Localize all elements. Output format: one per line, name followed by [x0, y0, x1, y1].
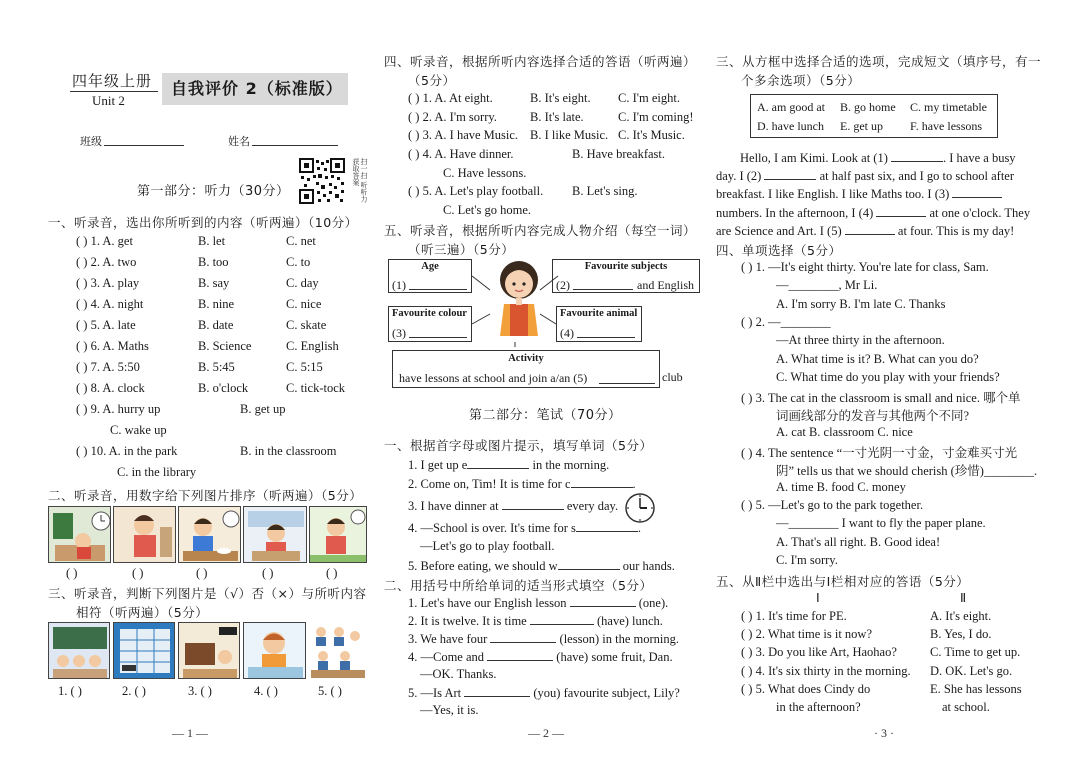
w4-line: ( ) 5. —Let's go to the park together. — [741, 498, 924, 512]
w2-blank-2[interactable] — [530, 613, 594, 625]
w4-line: ( ) 4. The sentence “一寸光阴一寸金，寸金难买寸光 — [741, 446, 1018, 460]
w1-line-6-post: our hands. — [619, 559, 675, 573]
w1-line-1 — [408, 457, 609, 473]
w2-line-1-post: (one). — [635, 596, 669, 610]
w2-line-5: —OK. Thanks. — [420, 667, 497, 681]
page-title: 自我评价 2（标准版） — [162, 73, 348, 105]
w1-line-2-pre: 2. Come on, Tim! It is time for c — [408, 477, 571, 491]
activity-input[interactable] — [599, 383, 655, 384]
dining-picture — [309, 622, 367, 679]
writing-q3-title-2: 个多余选项）（5分） — [741, 73, 861, 88]
list-item: B. It's eight. — [530, 91, 591, 105]
w1-blank-5[interactable] — [558, 558, 620, 570]
list-item: ( ) 9. A. hurry up — [76, 402, 161, 416]
subjects-blank-label: (2) — [556, 278, 570, 292]
list-item: B. 5:45 — [198, 360, 235, 374]
subjects-tail: and English — [637, 278, 694, 292]
list-item: ( ) 6. A. Maths — [76, 339, 149, 353]
listening-q5-title: 五、听录音，根据所听内容完成人物介绍（每空一词） — [384, 223, 697, 238]
w4-line: A. time B. food C. money — [776, 480, 906, 494]
passage-blank-3[interactable] — [952, 186, 1002, 198]
boy-waking-picture — [48, 506, 111, 563]
w4-line: A. I'm sorry B. I'm late C. Thanks — [776, 297, 946, 311]
w4-line: —________, Mr Li. — [776, 278, 878, 292]
part1-title: 第一部分：听力（30分） — [137, 184, 290, 199]
judge-bracket[interactable]: 1. ( ) — [58, 684, 82, 698]
grade-label: 四年级上册 — [72, 72, 153, 90]
w4-line: A. That's all right. B. Good idea! — [776, 535, 941, 549]
judge-bracket[interactable]: 2. ( ) — [122, 684, 146, 698]
list-item: B. It's late. — [530, 110, 584, 124]
w2-line-4-pre: 4. —Come and — [408, 650, 488, 664]
list-item: ( ) 3. A. play — [76, 276, 140, 290]
match-question: ( ) 5. What does Cindy do — [741, 682, 871, 696]
list-item: B. say — [198, 276, 230, 290]
option: D. have lunch — [757, 119, 824, 133]
passage-5-post: at four. This is my day! — [894, 224, 1015, 238]
list-item: C. I'm coming! — [618, 110, 694, 124]
col-i-head: Ⅰ — [816, 591, 820, 605]
match-question: ( ) 1. It's time for PE. — [741, 609, 847, 623]
w4-line: C. I'm sorry. — [776, 553, 838, 567]
list-item: B. nine — [198, 297, 235, 311]
list-item: C. nice — [286, 297, 322, 311]
match-answer: B. Yes, I do. — [930, 627, 992, 641]
w1-line-5: —Let's go to play football. — [420, 539, 555, 553]
list-item: ( ) 10. A. in the park — [76, 444, 178, 458]
list-item: ( ) 2. A. I'm sorry. — [408, 110, 497, 124]
list-item: B. Science — [198, 339, 252, 353]
w2-line-2-post: (have) lunch. — [593, 614, 663, 628]
qr-code-icon[interactable] — [299, 158, 345, 204]
w4-line: A. What time is it? B. What can you do? — [776, 352, 979, 366]
w4-line: ( ) 3. The cat in the classroom is small and nice. 哪个单 — [741, 391, 1021, 405]
age-label: Age — [421, 261, 439, 272]
age-input[interactable] — [409, 289, 467, 290]
w4-line: —________ I want to fly the paper plane. — [776, 516, 986, 530]
judge-bracket[interactable]: 3. ( ) — [188, 684, 212, 698]
w4-line: 词画线部分的发音与其他两个不同? — [776, 409, 970, 423]
w2-line-2-pre: 2. It is twelve. It is time — [408, 614, 530, 628]
connector-lines — [470, 262, 560, 347]
w1-line-1-pre: 1. I get up e — [408, 458, 468, 472]
activity-tail: club — [662, 370, 683, 384]
list-item: B. in the classroom — [240, 444, 337, 458]
w2-line-1-pre: 1. Let's have our English lesson — [408, 596, 570, 610]
order-bracket[interactable]: ( ) — [66, 566, 78, 580]
w1-line-4-pre: 4. —School is over. It's time for s — [408, 521, 576, 535]
class-label: 班级 — [80, 135, 102, 148]
boy-breakfast-picture — [178, 506, 241, 563]
w1-line-2 — [408, 476, 636, 492]
passage-blank-5[interactable] — [845, 223, 895, 235]
w4-line: ( ) 2. —________ — [741, 315, 831, 329]
list-item: B. o'clock — [198, 381, 249, 395]
match-question: ( ) 4. It's six thirty in the morning. — [741, 664, 911, 678]
passage-line-3 — [716, 186, 1002, 202]
writing-q2-title: 二、用括号中所给单词的适当形式填空（5分） — [384, 578, 653, 593]
timetable-picture — [113, 622, 175, 679]
w2-line-6-pre: 5. —Is Art — [408, 686, 465, 700]
w2-line-4 — [408, 649, 673, 665]
name-field[interactable] — [252, 145, 338, 146]
list-item: C. day — [286, 276, 319, 290]
page-number-2: — 2 — — [528, 726, 564, 740]
w2-line-6-post: (you) favourite subject, Lily? — [530, 686, 680, 700]
w1-line-6-pre: 5. Before eating, we should w — [408, 559, 558, 573]
listening-q3-title: 三、听录音，判断下列图片是（√）否（×）与所听内容 — [48, 586, 367, 601]
w2-blank-1[interactable] — [570, 595, 636, 607]
listening-q2-title: 二、听录音，用数字给下列图片排序（听两遍）（5分） — [48, 488, 363, 503]
order-bracket[interactable]: ( ) — [262, 566, 274, 580]
qr-note: 扫一扫 听听力 获取答案 — [352, 158, 368, 203]
option: B. go home — [840, 100, 896, 114]
activity-text: have lessons at school and join a/an (5) — [399, 371, 588, 385]
passage-line-5 — [716, 223, 1014, 239]
passage-5-pre: are Science and Art. I (5) — [716, 224, 845, 238]
writing-q1-title: 一、根据首字母或图片提示，填写单词（5分） — [384, 438, 653, 453]
w2-blank-3[interactable] — [490, 631, 556, 643]
list-item: B. get up — [240, 402, 286, 416]
passage-blank-2[interactable] — [764, 168, 816, 180]
page-number-3: · 3 · — [874, 726, 894, 740]
option: E. get up — [840, 119, 883, 133]
list-item: ( ) 1. A. At eight. — [408, 91, 493, 105]
list-item: B. let — [198, 234, 226, 248]
options-box — [750, 94, 998, 138]
name-label: 姓名 — [228, 135, 250, 148]
subjects-box — [552, 259, 700, 293]
w2-blank-5[interactable] — [464, 685, 530, 697]
passage-blank-4[interactable] — [876, 205, 926, 217]
page-number-1: — 1 — — [172, 726, 208, 740]
writing-q5-title: 五、从Ⅱ栏中选出与Ⅰ栏相对应的答语（5分） — [716, 574, 970, 589]
w1-line-4 — [408, 520, 641, 536]
match-answer: at school. — [942, 700, 990, 714]
list-item: C. 5:15 — [286, 360, 323, 374]
order-bracket[interactable]: ( ) — [196, 566, 208, 580]
listening-q5-title-2: （听三遍）（5分） — [408, 242, 515, 257]
col-ii-head: Ⅱ — [960, 591, 967, 605]
match-answer: C. Time to get up. — [930, 645, 1021, 659]
list-item: ( ) 5. A. Let's play football. — [408, 184, 544, 198]
passage-blank-1[interactable] — [891, 150, 943, 162]
list-item: C. skate — [286, 318, 327, 332]
match-question: ( ) 2. What time is it now? — [741, 627, 872, 641]
w1-blank-3[interactable] — [502, 498, 564, 510]
w4-line: —At three thirty in the afternoon. — [776, 333, 945, 347]
subjects-label: Favourite subjects — [584, 261, 668, 272]
w4-line: 阴” tells us that we should cherish (珍惜)________. — [776, 464, 1038, 478]
part2-title: 第二部分：笔试（70分） — [469, 408, 622, 423]
clock-room-picture — [178, 622, 240, 679]
writing-q3-title: 三、从方框中选择合适的选项，完成短文（填序号，有一 — [716, 54, 1042, 69]
colour-blank-label: (3) — [392, 326, 406, 340]
boy-school-picture — [243, 506, 307, 563]
activity-box — [392, 350, 660, 388]
list-item: C. tick-tock — [286, 381, 346, 395]
listening-q4-title: 四、听录音，根据所听内容选择合适的答语（听两遍） — [384, 54, 697, 69]
match-question: ( ) 3. Do you like Art, Haohao? — [741, 645, 897, 659]
list-item: ( ) 3. A. I have Music. — [408, 128, 519, 142]
w1-blank-1[interactable] — [467, 457, 529, 469]
passage-line-4 — [716, 205, 1030, 221]
passage-1-pre: Hello, I am Kimi. Look at (1) — [740, 151, 892, 165]
animal-label: Favourite animal — [560, 308, 638, 319]
activity-label: Activity — [508, 353, 544, 364]
w2-blank-4[interactable] — [487, 649, 553, 661]
list-item: ( ) 5. A. late — [76, 318, 136, 332]
boy-getting-up-picture — [113, 506, 176, 563]
passage-line-2 — [716, 168, 1014, 184]
list-item: C. to — [286, 255, 311, 269]
list-item: ( ) 4. A. night — [76, 297, 144, 311]
w2-line-1 — [408, 595, 668, 611]
listening-q3-title-2: 相符（听两遍）（5分） — [76, 605, 209, 620]
colour-box — [388, 306, 472, 342]
w1-line-4-post: . — [637, 521, 641, 535]
boy-playing-picture — [309, 506, 367, 563]
w1-line-1-post: in the morning. — [529, 458, 610, 472]
w1-line-2-post: . — [632, 477, 636, 491]
list-item: ( ) 7. A. 5:50 — [76, 360, 140, 374]
w1-line-6 — [408, 558, 675, 574]
w2-line-2 — [408, 613, 663, 629]
w2-line-3 — [408, 631, 679, 647]
animal-input[interactable] — [577, 337, 635, 338]
washing-hands-picture — [243, 622, 306, 679]
option: A. am good at — [757, 100, 825, 114]
animal-blank-label: (4) — [560, 326, 574, 340]
match-question: in the afternoon? — [776, 700, 861, 714]
age-blank-label: (1) — [392, 278, 406, 292]
list-item: B. date — [198, 318, 234, 332]
list-item: C. I'm eight. — [618, 91, 680, 105]
option: C. my timetable — [910, 100, 987, 114]
classroom-picture — [48, 622, 110, 679]
w2-line-7: —Yes, it is. — [420, 703, 479, 717]
match-answer: D. OK. Let's go. — [930, 664, 1013, 678]
list-item: B. Have breakfast. — [572, 147, 666, 161]
w1-blank-4[interactable] — [576, 520, 638, 532]
colour-label: Favourite colour — [392, 308, 467, 319]
list-item: C. English — [286, 339, 339, 353]
list-item: C. net — [286, 234, 316, 248]
passage-2-post: at half past six, and I go to school after — [816, 169, 1015, 183]
passage-line-1 — [740, 150, 1016, 166]
passage-1-post: . I have a busy — [943, 151, 1016, 165]
w2-line-4-post: (have) some fruit, Dan. — [553, 650, 673, 664]
passage-3-pre: breakfast. I like English. I like Maths too. I (3) — [716, 187, 953, 201]
list-item: C. It's Music. — [618, 128, 685, 142]
age-box — [388, 259, 472, 293]
class-field[interactable] — [104, 145, 184, 146]
w2-line-3-post: (lesson) in the morning. — [556, 632, 679, 646]
list-item: C. Have lessons. — [443, 166, 527, 180]
judge-bracket[interactable]: 5. ( ) — [318, 684, 342, 698]
list-item: ( ) 2. A. two — [76, 255, 137, 269]
list-item: C. in the library — [117, 465, 197, 479]
header-divider — [70, 91, 158, 92]
w2-line-3-pre: 3. We have four — [408, 632, 491, 646]
unit-label: Unit 2 — [92, 93, 125, 108]
match-answer: A. It's eight. — [930, 609, 992, 623]
w4-line: A. cat B. classroom C. nice — [776, 425, 913, 439]
list-item: B. Let's sing. — [572, 184, 638, 198]
listening-q1-title: 一、听录音，选出你所听到的内容（听两遍）（10分） — [48, 215, 358, 230]
list-item: ( ) 1. A. get — [76, 234, 133, 248]
w2-line-6 — [408, 685, 680, 701]
list-item: C. wake up — [110, 423, 167, 437]
list-item: ( ) 8. A. clock — [76, 381, 145, 395]
order-bracket[interactable]: ( ) — [326, 566, 338, 580]
order-bracket[interactable]: ( ) — [132, 566, 144, 580]
passage-4-pre: numbers. In the afternoon, I (4) — [716, 206, 877, 220]
w4-line: ( ) 1. —It's eight thirty. You're late for class, Sam. — [741, 260, 989, 274]
w1-line-3-pre: 3. I have dinner at — [408, 499, 502, 513]
match-answer: E. She has lessons — [930, 682, 1022, 696]
w1-blank-2[interactable] — [571, 476, 633, 488]
passage-4-post: at one o'clock. They — [926, 206, 1031, 220]
writing-q4-title: 四、单项选择（5分） — [716, 243, 842, 258]
list-item: B. I like Music. — [530, 128, 609, 142]
judge-bracket[interactable]: 4. ( ) — [254, 684, 278, 698]
colour-input[interactable] — [409, 337, 467, 338]
passage-2-pre: day. I (2) — [716, 169, 765, 183]
listening-q4-title-2: （5分） — [408, 73, 456, 88]
subjects-input[interactable] — [573, 289, 633, 290]
list-item: B. too — [198, 255, 229, 269]
w4-line: C. What time do you play with your friends? — [776, 370, 1000, 384]
animal-box — [556, 306, 642, 342]
list-item: ( ) 4. A. Have dinner. — [408, 147, 514, 161]
w1-line-3 — [408, 498, 618, 514]
list-item: C. Let's go home. — [443, 203, 532, 217]
w1-line-3-post: every day. — [563, 499, 619, 513]
option: F. have lessons — [910, 119, 983, 133]
